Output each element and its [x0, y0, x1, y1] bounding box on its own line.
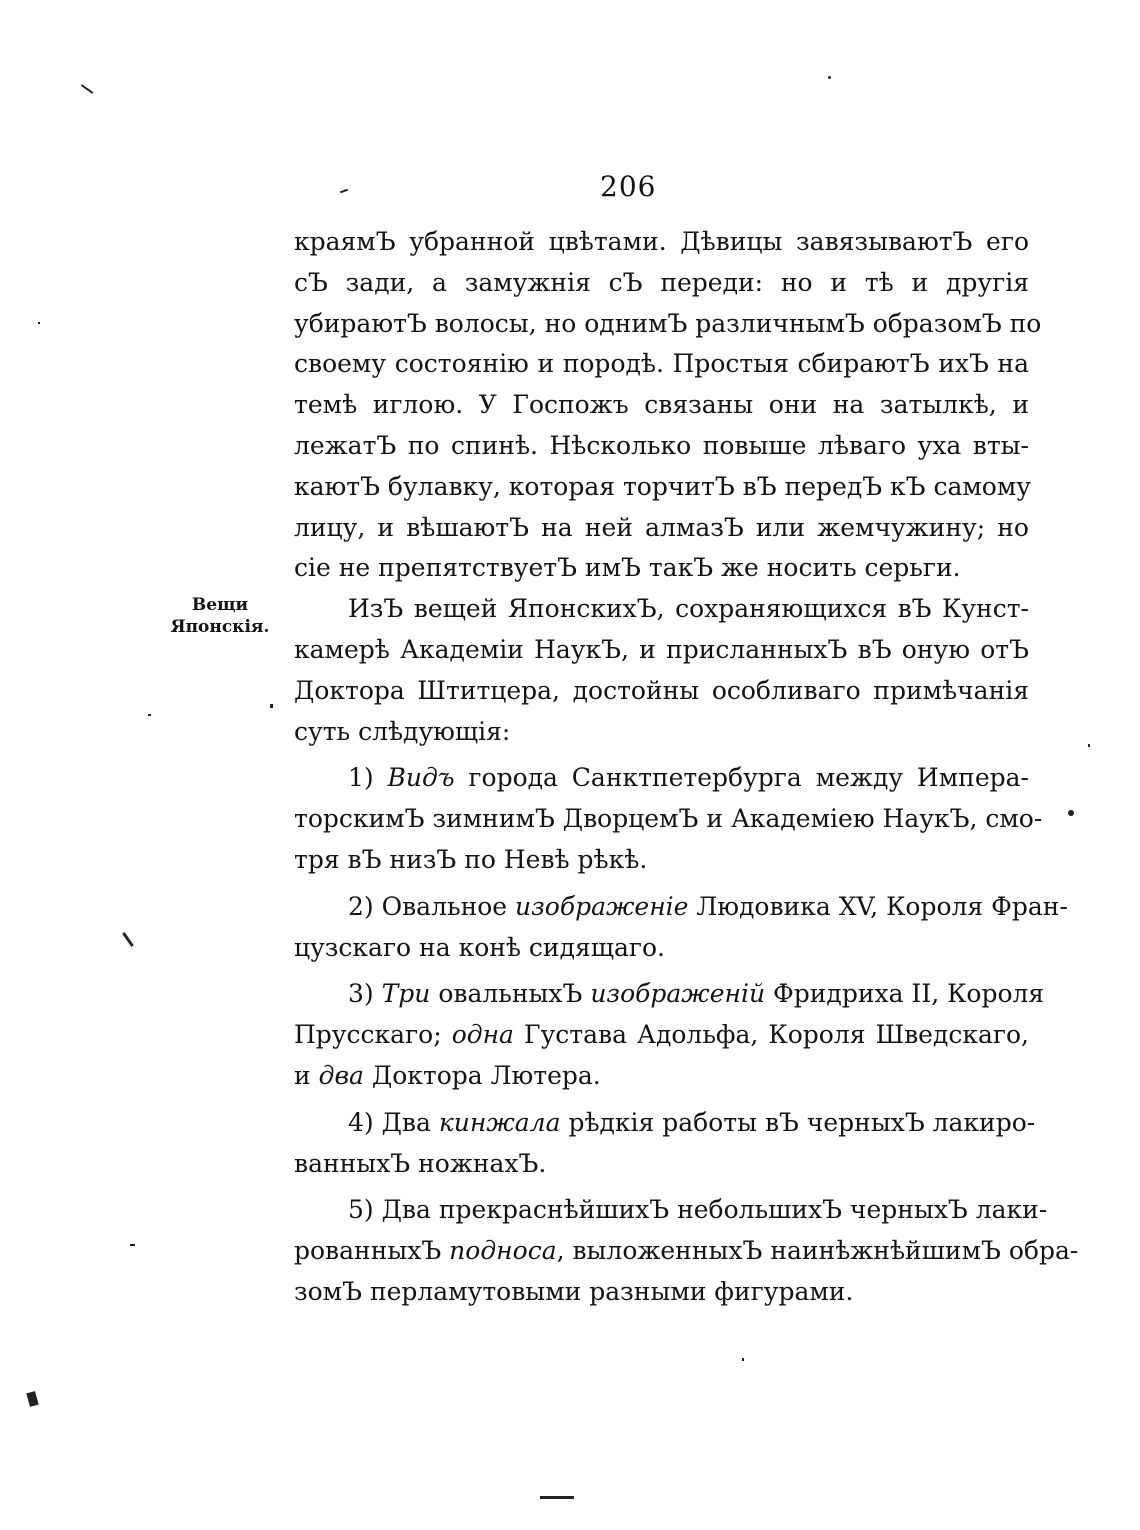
italic-run: подноса: [449, 1236, 557, 1266]
text-line: Доктора Штитцера, достойны особливаго примѣчанія: [294, 675, 1029, 705]
text-line: лежатЪ по спинѣ. Нѣсколько повыше лѣваго уха вты-: [294, 430, 1029, 460]
text-run: рованныхЪ: [294, 1236, 450, 1266]
list-item-4: [294, 1103, 1036, 1185]
text-line: зомЪ перламутовыми разными фигурами.: [294, 1276, 854, 1306]
text-line: ИзЪ вещей ЯпонскихЪ, сохраняющихся вЪ Кунст-: [348, 594, 1029, 624]
text-run: 4) Два: [348, 1107, 439, 1137]
text-line: [294, 1015, 1029, 1056]
text-line: камерѣ Академіи НаукЪ, и присланныхЪ вЪ оную отЪ: [294, 634, 1029, 664]
text-line: лицу, и вѣшаютЪ на ней алмазЪ или жемчужину; но: [294, 512, 1029, 542]
text-line: темѣ иглою. У Госпожъ связаны они на затылкѣ, и: [294, 390, 1029, 420]
text-line: [294, 1231, 1079, 1272]
italic-run: изображеній: [590, 979, 766, 1009]
scan-speck: [540, 1496, 574, 1499]
text-line: [294, 758, 1029, 799]
text-line: тря вЪ низЪ по Невѣ рѣкѣ.: [294, 844, 648, 874]
text-line: суть слѣдующія:: [294, 716, 511, 746]
text-line: торскимЪ зимнимЪ ДворцемЪ и Академіею НаукЪ, смо-: [294, 804, 1043, 834]
text-run: 1): [348, 763, 388, 793]
text-run: 3): [348, 979, 382, 1009]
text-line: [294, 974, 1045, 1015]
text-run: Людовика XV, Короля Фран-: [688, 891, 1068, 921]
text-line: сЪ зади, а замужнія сЪ переди: но и тѣ и другія: [294, 267, 1029, 297]
italic-run: одна: [451, 1020, 514, 1050]
text-run: рѣдкія работы вЪ черныхЪ лакиро-: [560, 1107, 1036, 1137]
scan-speck: [1068, 810, 1074, 816]
italic-run: Три: [381, 979, 431, 1009]
paragraph-1: [294, 222, 1042, 589]
text-run: овальныхЪ: [430, 979, 591, 1009]
margin-note-line-1: Вещи: [191, 595, 249, 615]
text-run: Густава Адольфа, Короля Шведскаго,: [513, 1020, 1029, 1050]
italic-run: кинжала: [438, 1107, 561, 1137]
list-item-2: [294, 887, 1068, 969]
text-line: цузскаго на конѣ сидящаго.: [294, 932, 665, 962]
list-item-3: [294, 974, 1045, 1096]
scan-speck: [26, 1391, 38, 1407]
italic-run: изображеніе: [515, 891, 689, 921]
text-line: сіе не препятствуетЪ имЪ такЪ же носить серьги.: [294, 553, 961, 583]
text-line: 5) Два прекраснѣйшихЪ небольшихЪ черныхЪ лаки-: [348, 1195, 1048, 1225]
scan-speck: [828, 76, 831, 79]
text-line: своему состоянію и породѣ. Простыя сбираютЪ ихЪ на: [294, 349, 1029, 379]
text-line: [294, 887, 1068, 928]
text-line: краямЪ убранной цвѣтами. Дѣвицы завязываютЪ его: [294, 227, 1029, 256]
text-run: города Санктпетербурга между Импера-: [454, 763, 1029, 793]
scan-speck: [38, 322, 40, 324]
text-run: Прусскаго;: [294, 1020, 452, 1050]
italic-run: два: [318, 1060, 364, 1090]
text-line: ванныхЪ ножнахЪ.: [294, 1148, 547, 1178]
scan-speck: [81, 84, 94, 94]
scan-speck: [148, 714, 151, 716]
scan-speck: [1088, 744, 1090, 747]
text-run: Доктора Лютера.: [363, 1060, 601, 1090]
scan-speck: [340, 189, 348, 194]
text-run: 2) Овальное: [348, 891, 516, 921]
page-number: 206: [600, 170, 657, 203]
text-line: [294, 1103, 1036, 1144]
paragraph-2: [294, 589, 1029, 752]
scan-speck: [130, 1244, 135, 1246]
scan-speck: [122, 932, 134, 947]
list-item-1: [294, 758, 1043, 880]
scan-speck: [270, 704, 273, 708]
text-run: Фридриха II, Короля: [765, 979, 1045, 1009]
text-line: [294, 1056, 1029, 1097]
text-line: убираютЪ волосы, но однимЪ различнымЪ образомЪ по: [294, 308, 1042, 338]
text-run: , выложенныхЪ наинѣжнѣйшимЪ обра-: [556, 1236, 1079, 1266]
scan-speck: [742, 1358, 744, 1361]
margin-note-line-2: Японскія.: [170, 617, 270, 637]
list-item-5: [294, 1190, 1079, 1312]
text-line: каютЪ булавку, которая торчитЪ вЪ передЪ кЪ самому: [294, 471, 1032, 501]
margin-note: [160, 594, 280, 638]
text-run: и: [294, 1060, 319, 1090]
body-text: [294, 222, 1079, 1313]
italic-run: Видъ: [387, 763, 455, 793]
